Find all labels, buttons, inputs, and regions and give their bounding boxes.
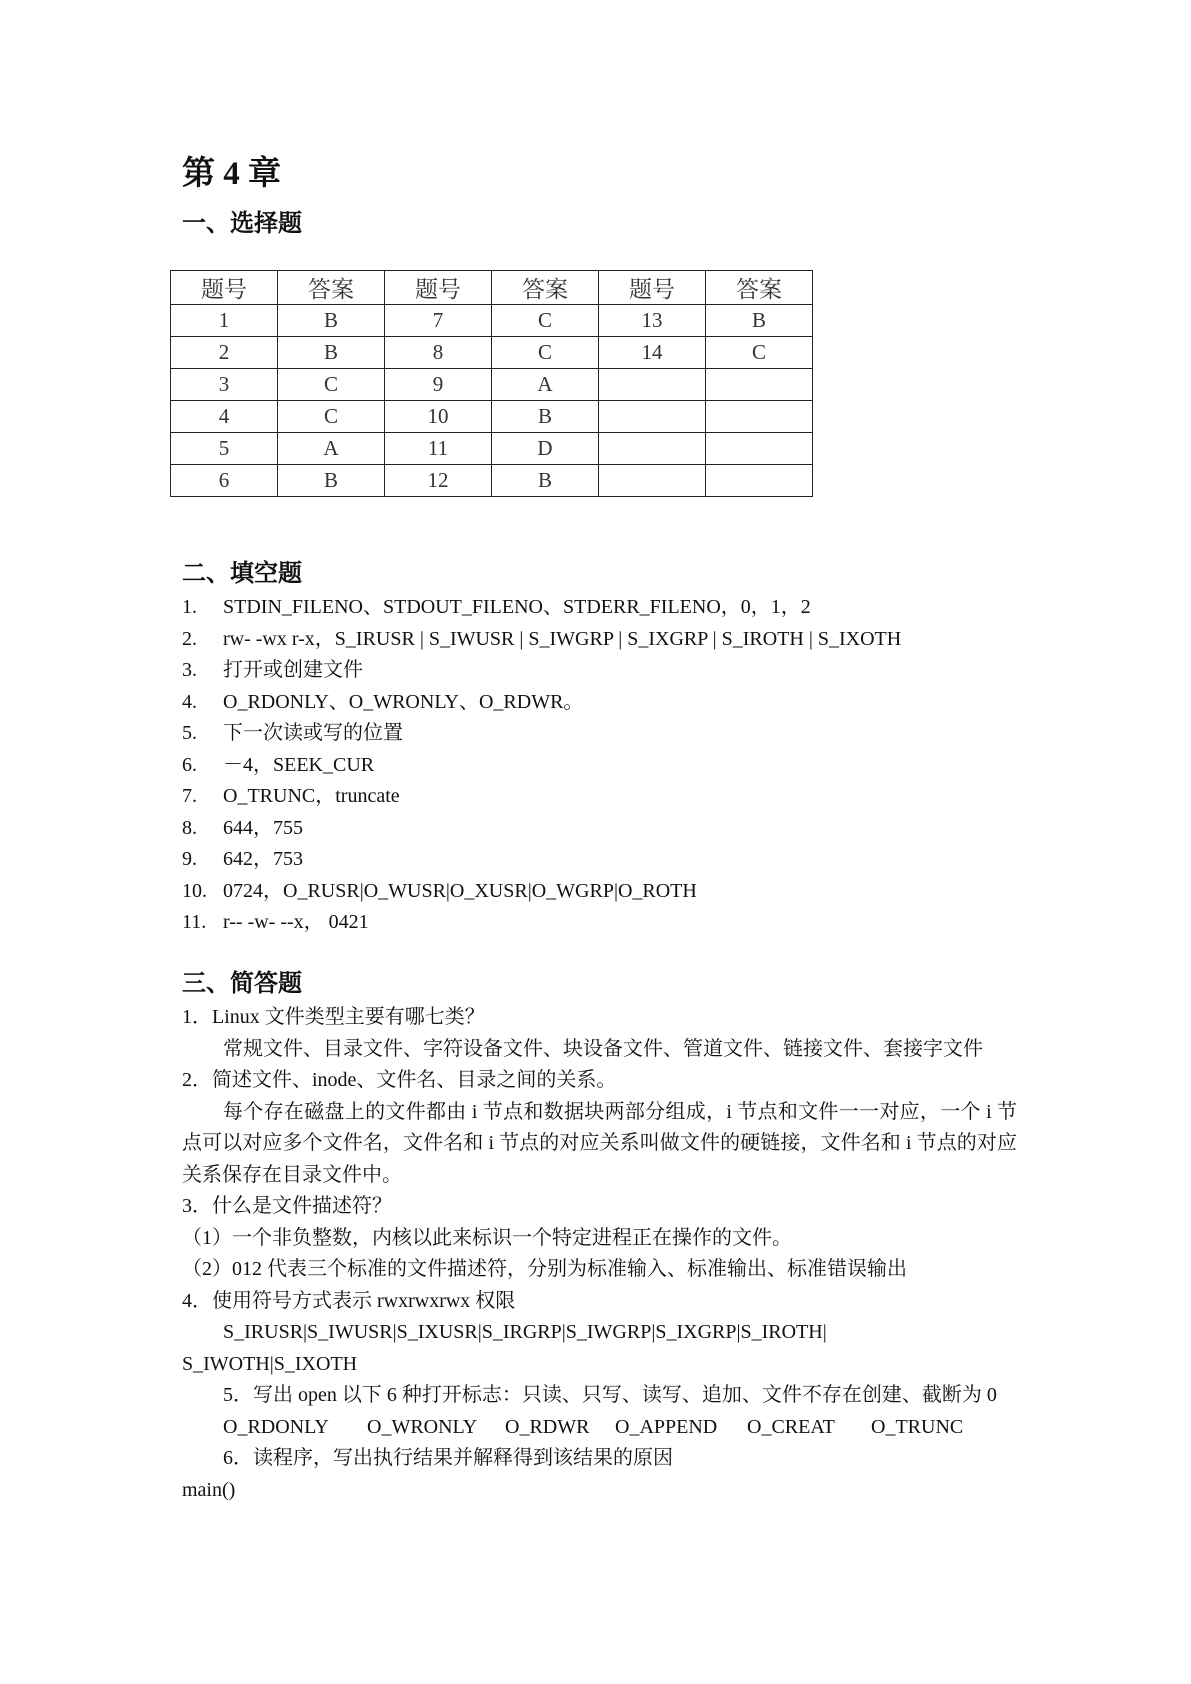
answer-2: 每个存在磁盘上的文件都由 i 节点和数据块两部分组成，i 节点和文件一一对应，一个 i 节点可以对应多个文件名，文件名和 i 节点的对应关系叫做文件的硬链接，文件名和 i 节点的对应关系保存在目录文件中。 (182, 1100, 1017, 1186)
question-1: 1．Linux 文件类型主要有哪七类？ (182, 1006, 485, 1028)
question-6: 6．读程序，写出执行结果并解释得到该结果的原因 (223, 1447, 673, 1469)
table-row (171, 369, 813, 401)
item-text: 0724，O_RUSR|O_WUSR|O_XUSR|O_WGRP|O_ROTH (223, 879, 697, 902)
flag-trunc: O_TRUNC (871, 1415, 964, 1438)
header-cell: 答案 (706, 271, 813, 305)
table-cell: 4 (171, 401, 278, 433)
table-cell: 3 (171, 369, 278, 401)
table-cell: 5 (171, 433, 278, 465)
table-cell: 13 (599, 305, 706, 337)
question-3: 3．什么是文件描述符？ (182, 1195, 392, 1217)
short-answer-block (182, 1002, 1017, 1506)
table-cell: 7 (385, 305, 492, 337)
table-cell: C (278, 369, 385, 401)
list-item (182, 876, 901, 908)
item-text: STDIN_FILENO、STDOUT_FILENO、STDERR_FILENO，0，1，2 (223, 596, 811, 618)
item-text: 打开或创建文件 (223, 659, 363, 681)
item-number: 2. (182, 627, 197, 650)
table-cell: B (492, 465, 599, 497)
fill-blank-list (182, 592, 901, 939)
question-4: 4．使用符号方式表示 rwxrwxrwx 权限 (182, 1289, 516, 1312)
item-text: rw- -wx r-x，S_IRUSR | S_IWUSR | S_IWGRP | S_IXGRP | S_IROTH | S_IXOTH (223, 627, 902, 650)
table-row (171, 401, 813, 433)
table-cell: B (278, 305, 385, 337)
flag-wronly: O_WRONLY (367, 1415, 478, 1438)
list-item (182, 718, 901, 750)
table-row (171, 337, 813, 369)
table-cell: 10 (385, 401, 492, 433)
item-number: 10. (182, 879, 207, 902)
item-number: 6. (182, 753, 197, 776)
answer-table (170, 270, 813, 497)
item-number: 7. (182, 785, 197, 807)
item-text: 下一次读或写的位置 (223, 722, 403, 744)
answer-3-part-2: （2）012 代表三个标准的文件描述符，分别为标准输入、标准输出、标准错误输出 (182, 1258, 907, 1280)
item-number: 8. (182, 816, 197, 839)
table-cell (706, 433, 813, 465)
section-title-fill-blank: 二、填空题 (182, 561, 302, 587)
item-number: 9. (182, 848, 197, 870)
table-cell: C (492, 305, 599, 337)
list-item (182, 624, 901, 656)
item-text: 644，755 (223, 816, 303, 839)
table-row (171, 433, 813, 465)
table-cell: B (278, 465, 385, 497)
table-cell: C (278, 401, 385, 433)
code-line: main() (182, 1478, 236, 1501)
table-cell: 11 (385, 433, 492, 465)
table-cell: C (492, 337, 599, 369)
item-number: 3. (182, 659, 197, 681)
table-cell (706, 465, 813, 497)
item-text: r-- -w- --x， 0421 (223, 911, 369, 933)
table-cell: A (492, 369, 599, 401)
table-cell: 8 (385, 337, 492, 369)
table-cell: B (278, 337, 385, 369)
flag-rdwr: O_RDWR (505, 1415, 590, 1438)
item-text: 642，753 (223, 848, 303, 870)
table-cell (599, 369, 706, 401)
table-cell (706, 369, 813, 401)
list-item (182, 592, 901, 624)
chapter-title: 第 4 章 (182, 156, 281, 192)
item-text: －4，SEEK_CUR (223, 753, 375, 776)
header-cell: 答案 (492, 271, 599, 305)
list-item (182, 687, 901, 719)
answer-4-line-1: S_IRUSR|S_IWUSR|S_IXUSR|S_IRGRP|S_IWGRP|S_IXGRP|S_IROTH| (223, 1321, 827, 1343)
table-cell: B (492, 401, 599, 433)
item-text: O_RDONLY、O_WRONLY、O_RDWR。 (223, 690, 584, 713)
header-cell: 答案 (278, 271, 385, 305)
question-5: 5．写出 open 以下 6 种打开标志：只读、只写、读写、追加、文件不存在创建、截断为 0 (223, 1384, 997, 1406)
answer-3-part-1: （1）一个非负整数，内核以此来标识一个特定进程正在操作的文件。 (182, 1226, 792, 1249)
list-item (182, 907, 901, 939)
flag-append: O_APPEND (615, 1415, 718, 1438)
list-item (182, 750, 901, 782)
table-cell: 2 (171, 337, 278, 369)
table-cell: D (492, 433, 599, 465)
table-row (171, 305, 813, 337)
table-cell: 9 (385, 369, 492, 401)
table-cell: B (706, 305, 813, 337)
table-row (171, 465, 813, 497)
table-cell: A (278, 433, 385, 465)
flag-rdonly: O_RDONLY (223, 1415, 329, 1438)
table-cell: 6 (171, 465, 278, 497)
answer-1: 常规文件、目录文件、字符设备文件、块设备文件、管道文件、链接文件、套接字文件 (223, 1037, 983, 1060)
item-number: 11. (182, 911, 207, 933)
table-cell: 12 (385, 465, 492, 497)
header-cell: 题号 (599, 271, 706, 305)
list-item (182, 781, 901, 813)
list-item (182, 844, 901, 876)
table-cell: 1 (171, 305, 278, 337)
table-cell: 14 (599, 337, 706, 369)
answer-4-line-2: S_IWOTH|S_IXOTH (182, 1352, 358, 1375)
table-cell (599, 433, 706, 465)
table-cell (706, 401, 813, 433)
header-cell: 题号 (171, 271, 278, 305)
list-item (182, 813, 901, 845)
item-text: O_TRUNC，truncate (223, 785, 400, 807)
table-cell (599, 465, 706, 497)
table-cell: C (706, 337, 813, 369)
table-header-row (171, 271, 813, 305)
item-number: 5. (182, 722, 197, 744)
section-title-short-answer: 三、简答题 (182, 971, 302, 997)
header-cell: 题号 (385, 271, 492, 305)
table-cell (599, 401, 706, 433)
flag-creat: O_CREAT (747, 1415, 835, 1438)
question-2: 2．简述文件、inode、文件名、目录之间的关系。 (182, 1069, 617, 1091)
section-title-choice: 一、选择题 (182, 211, 302, 237)
list-item (182, 655, 901, 687)
item-number: 4. (182, 690, 197, 713)
answer-5-flags (182, 1412, 1017, 1444)
item-number: 1. (182, 596, 197, 618)
